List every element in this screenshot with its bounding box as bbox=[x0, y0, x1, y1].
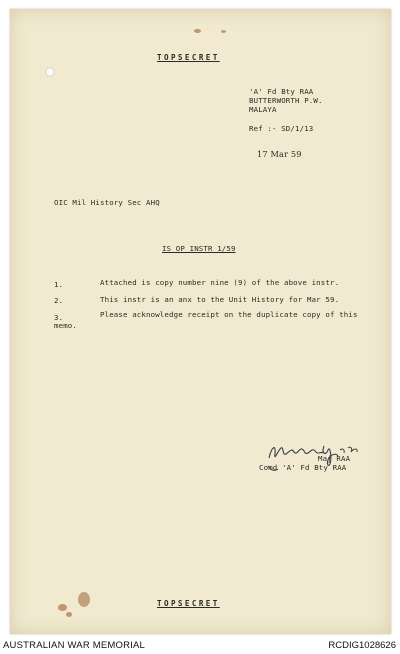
classification-bottom: TOPSECRET bbox=[157, 599, 220, 608]
record-id: RCDIG1028626 bbox=[328, 640, 396, 651]
rust-stain bbox=[58, 604, 67, 611]
paragraph-text: memo. bbox=[54, 321, 77, 330]
paragraph-text: This instr is an anx to the Unit History for Mar 59. bbox=[100, 295, 340, 304]
signature-line: Comd 'A' Fd Bty RAA bbox=[259, 463, 347, 472]
paragraph-number: 2. bbox=[54, 296, 64, 305]
classification-top: TOPSECRET bbox=[157, 53, 220, 62]
reference: Ref :- SD/1/13 bbox=[249, 124, 314, 133]
addressee: OIC Mil History Sec AHQ bbox=[54, 198, 160, 207]
rust-stain bbox=[221, 30, 226, 33]
date: 17 Mar 59 bbox=[257, 149, 302, 159]
sender-line: 'A' Fd Bty RAA bbox=[249, 87, 314, 96]
archive-footer bbox=[0, 637, 400, 654]
signature-line: Maj RAA bbox=[318, 454, 351, 463]
punch-hole bbox=[45, 67, 55, 77]
archive-name: AUSTRALIAN WAR MEMORIAL bbox=[3, 640, 146, 651]
sender-line: BUTTERWORTH P.W. bbox=[249, 96, 323, 105]
paragraph-text: Please acknowledge receipt on the duplicate copy of this bbox=[100, 310, 358, 319]
paragraph-number: 3. bbox=[54, 313, 64, 322]
paragraph-text: Attached is copy number nine (9) of the above instr. bbox=[100, 278, 340, 287]
sender-line: MALAYA bbox=[249, 105, 277, 114]
rust-stain bbox=[66, 612, 72, 617]
rust-stain bbox=[194, 29, 201, 33]
rust-stain bbox=[78, 592, 90, 607]
paragraph-number: 1. bbox=[54, 280, 64, 289]
subject: IS OP INSTR 1/59 bbox=[162, 244, 236, 253]
